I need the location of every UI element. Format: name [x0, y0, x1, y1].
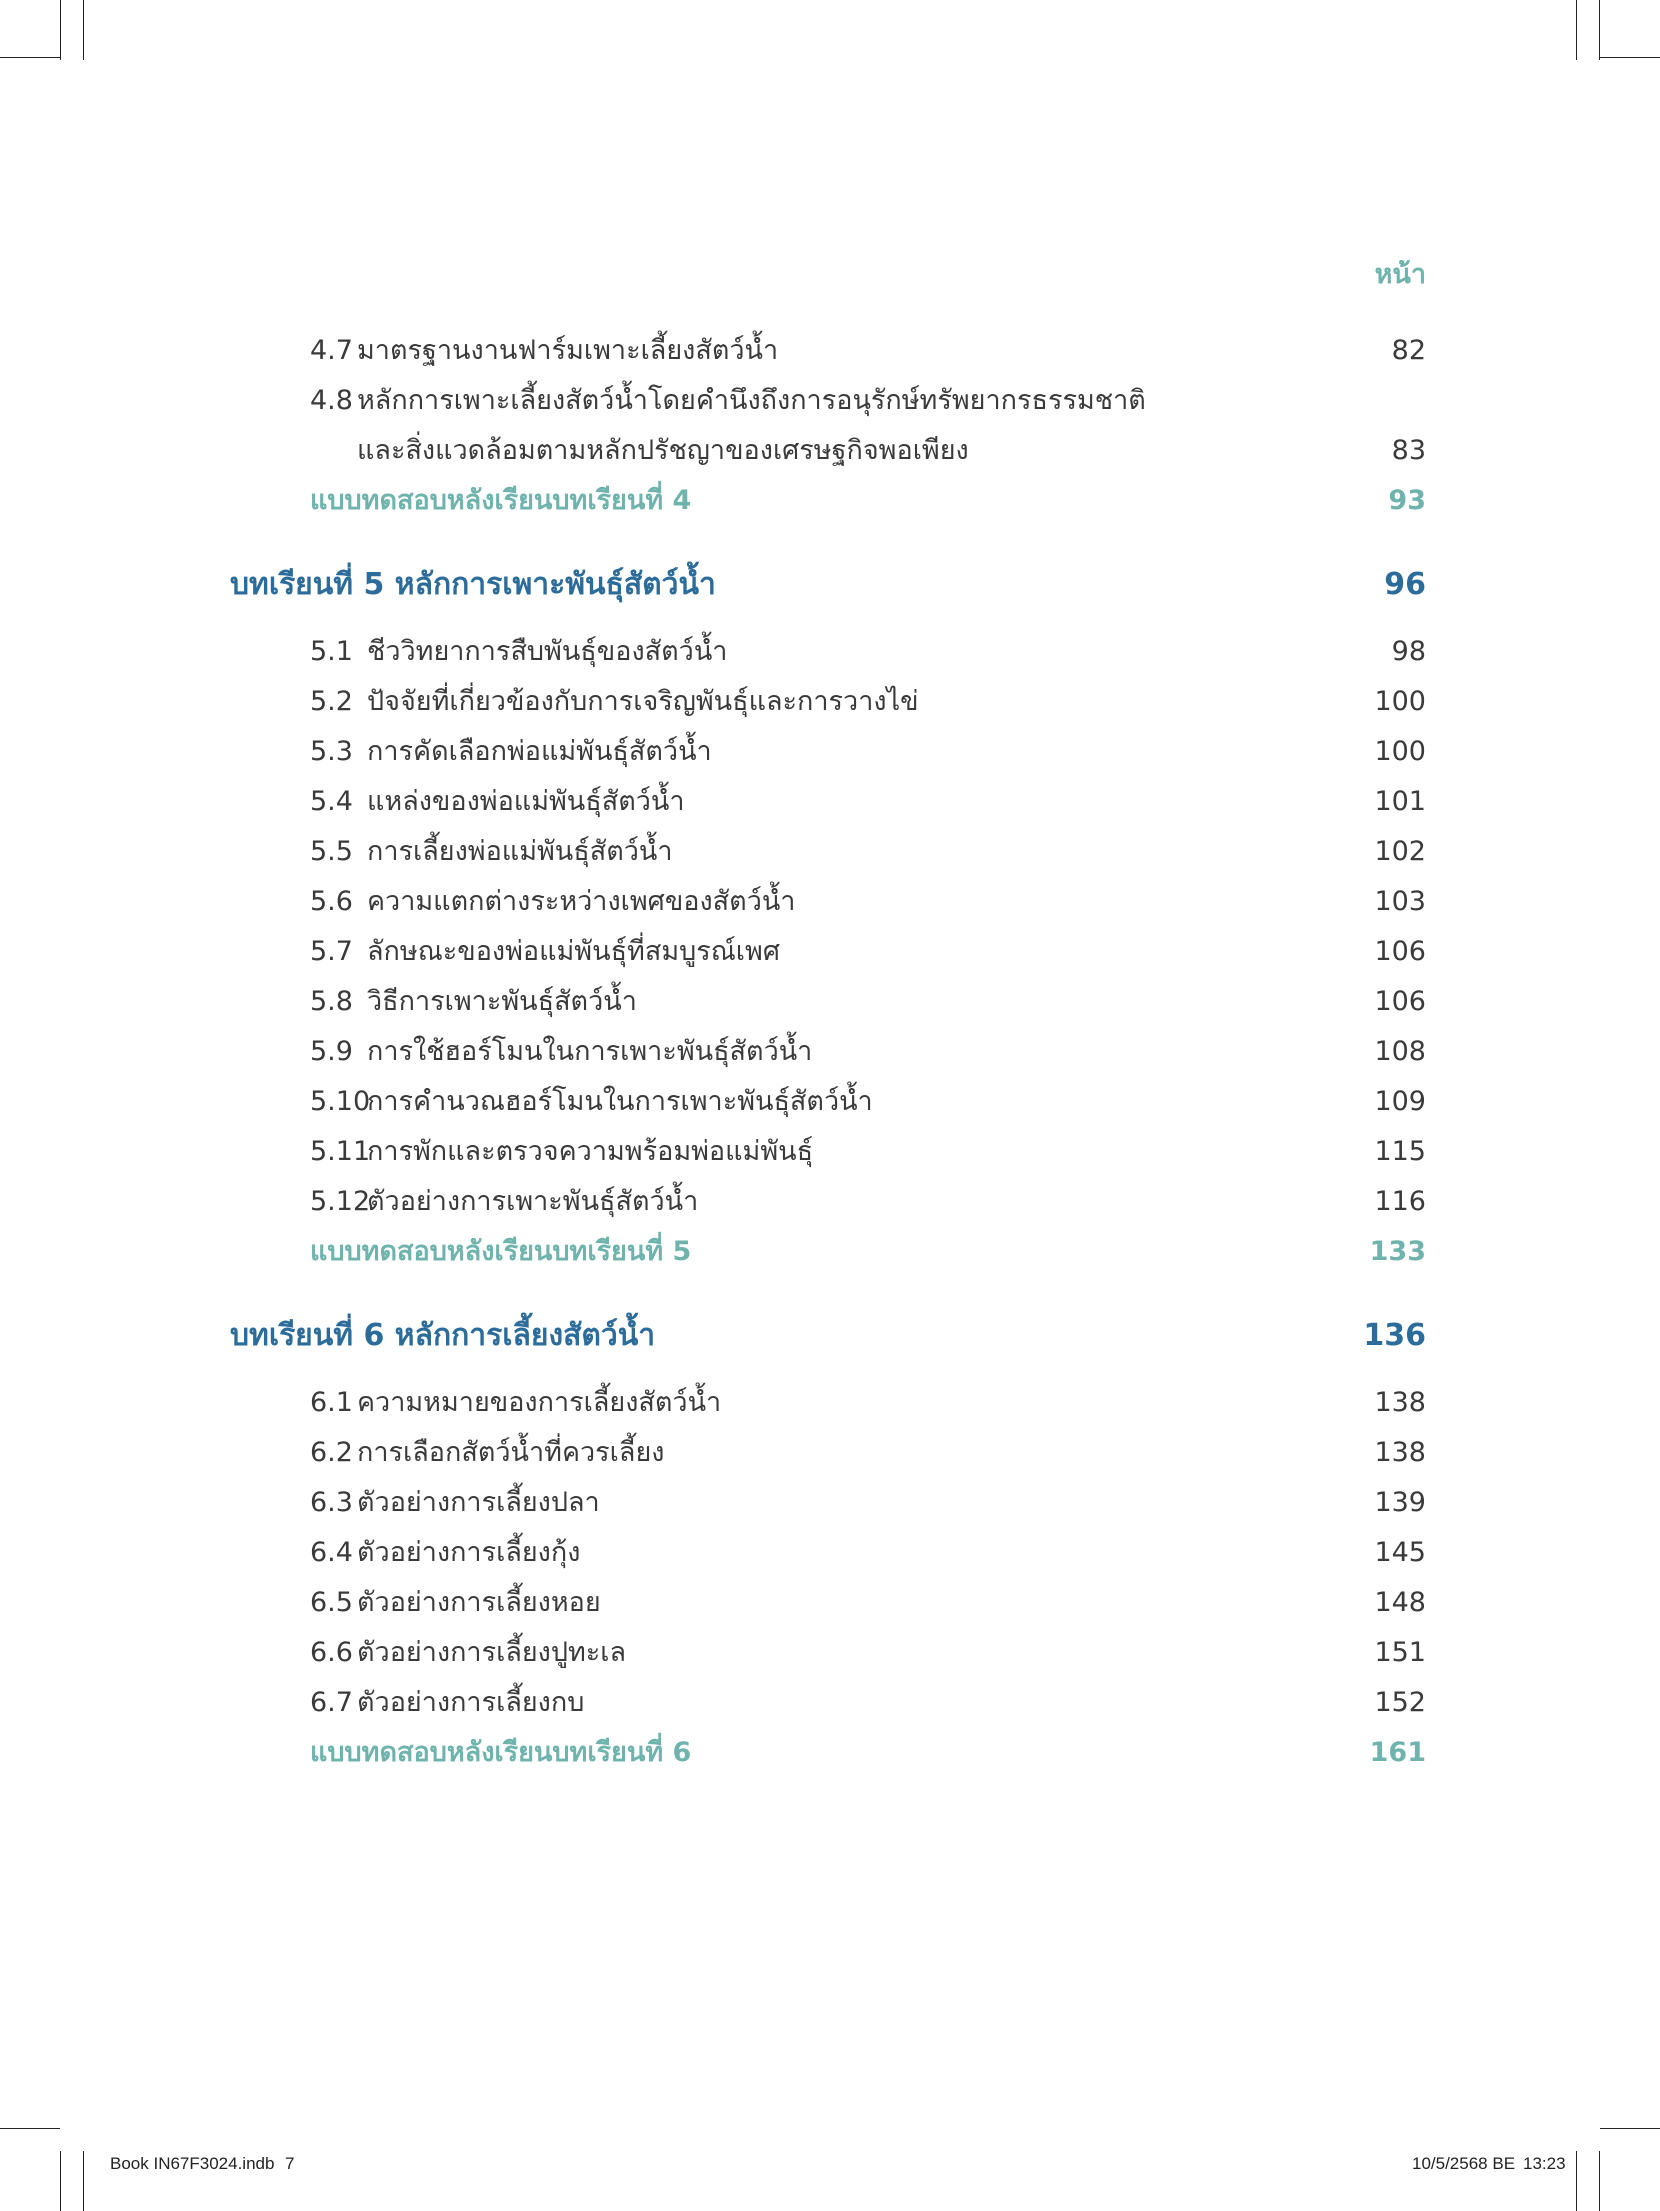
entry-page: 101 — [1374, 786, 1426, 817]
entry-number: 4.7 — [310, 335, 353, 366]
entry-number: 5.1 — [310, 636, 353, 667]
entry-title: ตัวอย่างการเลี้ยงปูทะเล — [357, 1637, 627, 1668]
slug-page-number: 7 — [285, 2154, 295, 2173]
entry-title: การเลือกสัตว์น้ำที่ควรเลี้ยง — [357, 1437, 665, 1468]
entry-number: 5.4 — [310, 786, 353, 817]
entry-title: ตัวอย่างการเลี้ยงกุ้ง — [357, 1537, 581, 1568]
entry-number: 6.6 — [310, 1637, 353, 1668]
crop-mark — [60, 0, 61, 60]
crop-mark — [83, 2151, 84, 2211]
crop-mark — [0, 57, 60, 58]
entry-page: 100 — [1374, 686, 1426, 717]
entry-page: 139 — [1374, 1487, 1426, 1518]
chapter-page: 136 — [1363, 1318, 1426, 1353]
entry-page: 98 — [1391, 636, 1426, 667]
entry-number: 5.2 — [310, 686, 353, 717]
entry-title: ตัวอย่างการเลี้ยงปลา — [357, 1487, 600, 1518]
entry-page: 83 — [1391, 435, 1426, 466]
entry-page: 138 — [1374, 1437, 1426, 1468]
entry-number: 5.8 — [310, 986, 353, 1017]
entry-page: 108 — [1374, 1036, 1426, 1067]
entry-number: 6.5 — [310, 1587, 353, 1618]
entry-page: 102 — [1374, 836, 1426, 867]
entry-number: 5.9 — [310, 1036, 353, 1067]
entry-page: 116 — [1374, 1186, 1426, 1217]
entry-title: หลักการเพาะเลี้ยงสัตว์น้ำโดยคำนึงถึงการอนุรักษ์ทรัพยากรธรรมชาติ — [357, 385, 1146, 416]
entry-title: ความหมายของการเลี้ยงสัตว์น้ำ — [357, 1387, 722, 1418]
entry-page: 148 — [1374, 1587, 1426, 1618]
entry-title: การเลี้ยงพ่อแม่พันธุ์สัตว์น้ำ — [367, 836, 673, 867]
entry-page: 109 — [1374, 1086, 1426, 1117]
entry-number: 6.4 — [310, 1537, 353, 1568]
chapter-title: บทเรียนที่ 6 หลักการเลี้ยงสัตว์น้ำ — [230, 1318, 656, 1353]
entry-number: 6.1 — [310, 1387, 353, 1418]
entry-page: 82 — [1391, 335, 1426, 366]
entry-title: การพักและตรวจความพร้อมพ่อแม่พันธุ์ — [367, 1136, 814, 1167]
entry-title: ตัวอย่างการเลี้ยงหอย — [357, 1587, 601, 1618]
entry-title: การคำนวณฮอร์โมนในการเพาะพันธุ์สัตว์น้ำ — [367, 1086, 873, 1117]
entry-number: 4.8 — [310, 385, 353, 416]
crop-mark — [83, 0, 84, 60]
entry-page: 152 — [1374, 1687, 1426, 1718]
entry-number: 5.10 — [310, 1086, 371, 1117]
entry-number: 5.11 — [310, 1136, 371, 1167]
crop-mark — [1576, 0, 1577, 60]
entry-title: มาตรฐานงานฟาร์มเพาะเลี้ยงสัตว์น้ำ — [357, 335, 779, 366]
crop-mark — [1599, 0, 1600, 60]
entry-page: 151 — [1374, 1637, 1426, 1668]
entry-page: 138 — [1374, 1387, 1426, 1418]
entry-title: ตัวอย่างการเพาะพันธุ์สัตว์น้ำ — [367, 1186, 699, 1217]
entry-page: 106 — [1374, 936, 1426, 967]
chapter-page: 96 — [1384, 567, 1426, 602]
entry-page: 145 — [1374, 1537, 1426, 1568]
crop-mark — [60, 2151, 61, 2211]
test-page: 161 — [1369, 1737, 1426, 1768]
test-page: 93 — [1388, 485, 1426, 516]
test-title: แบบทดสอบหลังเรียนบทเรียนที่ 4 — [310, 485, 692, 516]
test-page: 133 — [1369, 1236, 1426, 1267]
crop-mark — [1599, 2151, 1600, 2211]
slug-date: 10/5/2568 BE — [1412, 2154, 1516, 2173]
entry-page: 115 — [1374, 1136, 1426, 1167]
slug-filename: Book IN67F3024.indb — [110, 2154, 275, 2173]
chapter-title: บทเรียนที่ 5 หลักการเพาะพันธุ์สัตว์น้ำ — [230, 567, 716, 602]
entry-title: ปัจจัยที่เกี่ยวข้องกับการเจริญพันธุ์และการวางไข่ — [367, 686, 919, 717]
entry-number: 5.12 — [310, 1186, 371, 1217]
entry-title: ลักษณะของพ่อแม่พันธุ์ที่สมบูรณ์เพศ — [367, 936, 780, 967]
test-title: แบบทดสอบหลังเรียนบทเรียนที่ 6 — [310, 1737, 692, 1768]
test-title: แบบทดสอบหลังเรียนบทเรียนที่ 5 — [310, 1236, 692, 1267]
entry-page: 100 — [1374, 736, 1426, 767]
entry-title: ตัวอย่างการเลี้ยงกบ — [357, 1687, 585, 1718]
crop-mark — [0, 2128, 60, 2129]
entry-number: 6.2 — [310, 1437, 353, 1468]
crop-mark — [1600, 2128, 1660, 2129]
entry-number: 5.6 — [310, 886, 353, 917]
entry-title: ความแตกต่างระหว่างเพศของสัตว์น้ำ — [367, 886, 796, 917]
entry-number: 6.3 — [310, 1487, 353, 1518]
entry-page: 103 — [1374, 886, 1426, 917]
crop-mark — [1600, 57, 1660, 58]
entry-page: 106 — [1374, 986, 1426, 1017]
entry-title: การใช้ฮอร์โมนในการเพาะพันธุ์สัตว์น้ำ — [367, 1036, 813, 1067]
entry-title: ชีววิทยาการสืบพันธุ์ของสัตว์น้ำ — [367, 636, 728, 667]
entry-number: 5.7 — [310, 936, 353, 967]
crop-mark — [1576, 2151, 1577, 2211]
entry-title: วิธีการเพาะพันธุ์สัตว์น้ำ — [367, 986, 637, 1017]
page-column-header: หน้า — [1374, 259, 1426, 290]
slug-time: 13:23 — [1523, 2154, 1566, 2173]
entry-number: 5.5 — [310, 836, 353, 867]
entry-number: 5.3 — [310, 736, 353, 767]
entry-title: แหล่งของพ่อแม่พันธุ์สัตว์น้ำ — [367, 786, 685, 817]
entry-title: และสิ่งแวดล้อมตามหลักปรัชญาของเศรษฐกิจพอเพียง — [357, 435, 969, 466]
entry-number: 6.7 — [310, 1687, 353, 1718]
entry-title: การคัดเลือกพ่อแม่พันธุ์สัตว์น้ำ — [367, 736, 712, 767]
